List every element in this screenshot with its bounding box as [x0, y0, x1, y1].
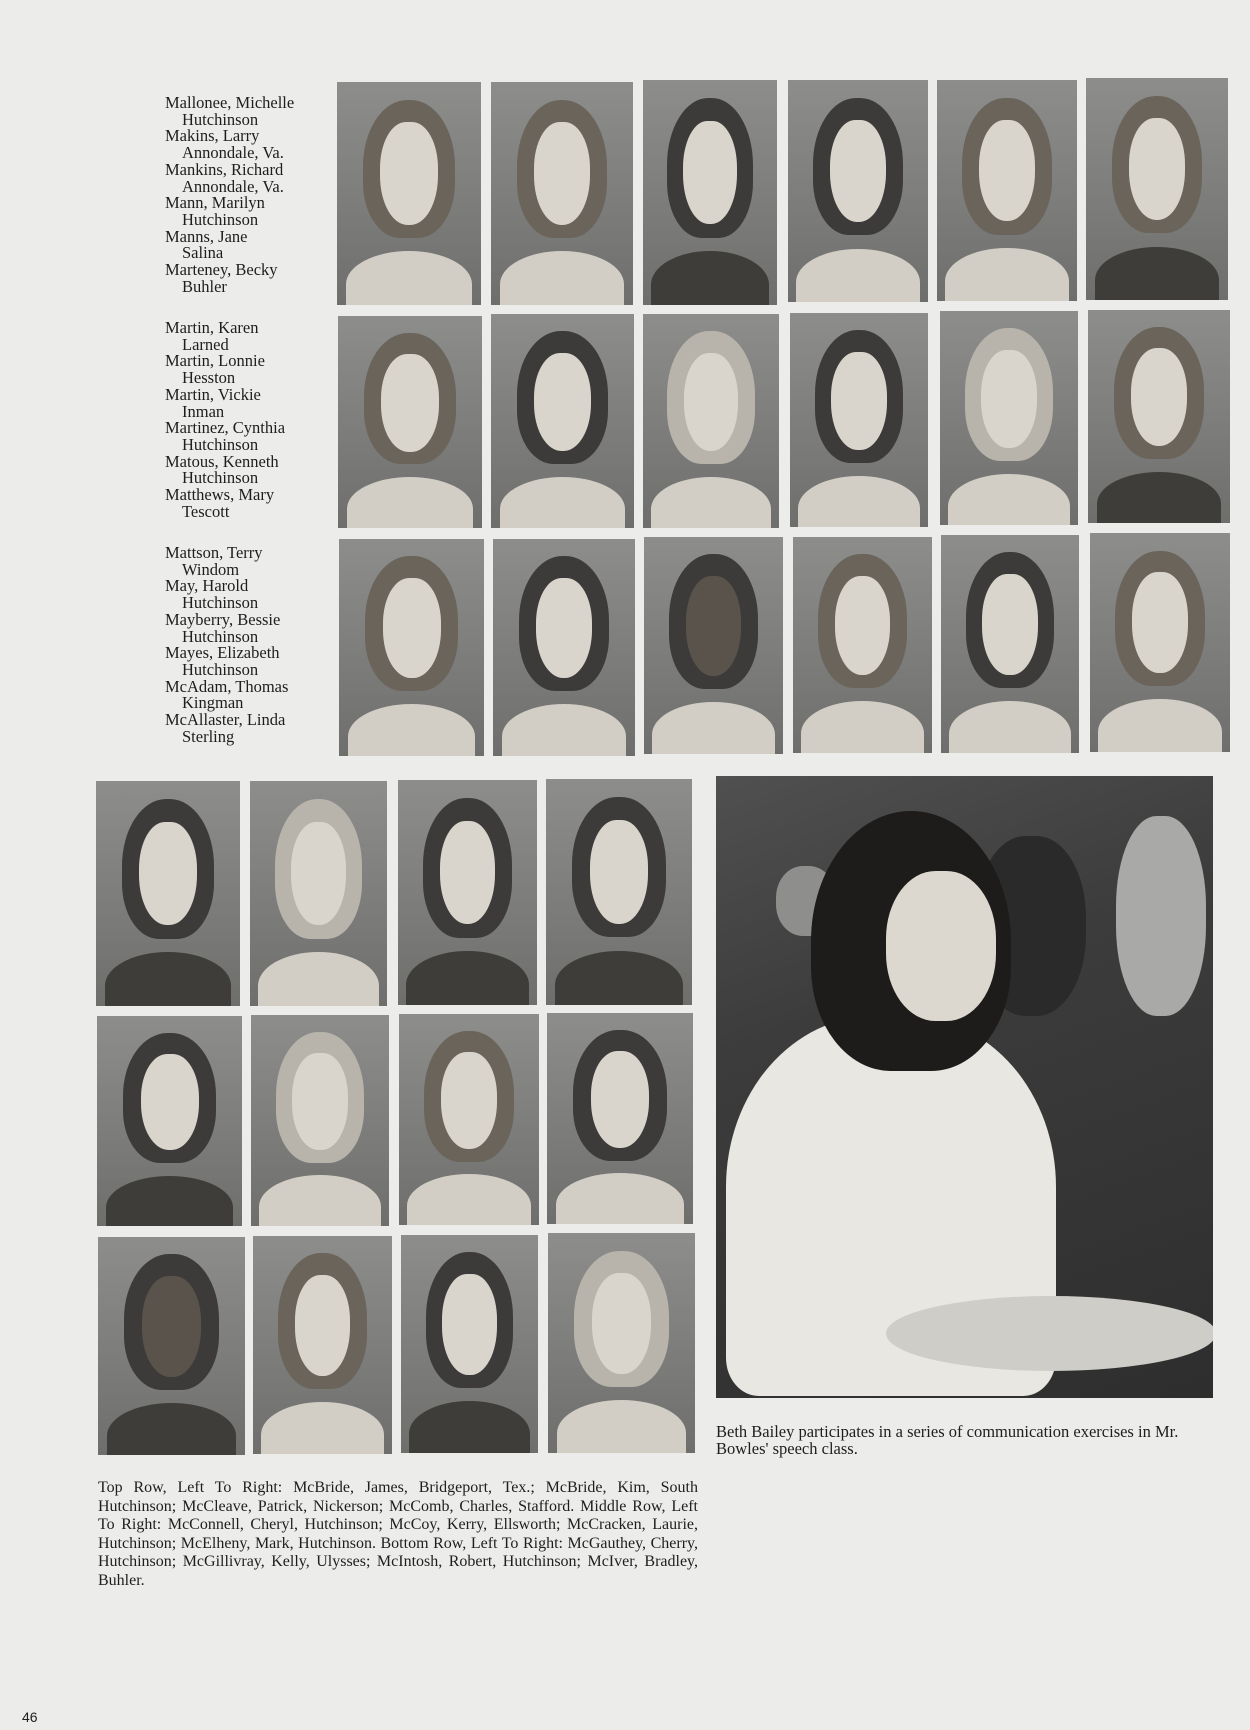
- student-town: Hutchinson: [182, 593, 259, 613]
- portrait-photo: [547, 1013, 693, 1224]
- student-name: Mankins, Richard: [165, 159, 284, 179]
- portrait-photo: [338, 316, 482, 528]
- student-name: Mattson, Terry: [165, 543, 263, 562]
- student-name: Matthews, Mary: [165, 485, 275, 505]
- portrait-photo: [644, 537, 783, 754]
- portrait-photo: [793, 537, 932, 753]
- portrait-photo: [941, 535, 1079, 753]
- student-name: Makins, Larry: [165, 126, 260, 146]
- portrait-photo: [643, 80, 777, 305]
- student-name: Manns, Jane: [165, 226, 248, 246]
- background-student: [1116, 816, 1206, 1016]
- portrait-photo: [337, 82, 481, 305]
- portrait-photo: [493, 539, 635, 756]
- photo-caption: Beth Bailey participates in a series of communication exercises in Mr. Bowles' speech class.: [716, 1422, 1179, 1458]
- student-town: Hesston: [182, 368, 236, 388]
- name-list-row-3: [165, 545, 335, 745]
- student-town: Sterling: [182, 726, 235, 746]
- student-name: Martin, Lonnie: [165, 351, 265, 371]
- student-town: Buhler: [182, 276, 227, 296]
- portrait-photo: [546, 779, 692, 1005]
- student-name: McAdam, Thomas: [165, 676, 289, 696]
- portrait-photo: [548, 1233, 695, 1453]
- student-town: Hutchinson: [182, 468, 259, 488]
- student-name: Matous, Kenneth: [165, 451, 279, 471]
- portrait-row-caption: Top Row, Left To Right: McBride, James, Bridgeport, Tex.; McBride, Kim, South Hutchinson; McCleave, Patrick, Nickerson; McComb, Charles, Stafford. Middle Row, Left To Right: McConnell, Cheryl, Hutchinson; McCoy, Kerry, Ellsworth; McCracken, Laurie, Hutchinson; McElheny, Mark, Hutchinson. Bottom Row, Left To Right: McGauthey, Cherry, Hutchinson; McGillivray, Kelly, Ulysses; McIntosh, Robert, Hutchinson; McIver, Bradley, Buhler.: [98, 1479, 698, 1589]
- portrait-photo: [339, 539, 484, 756]
- student-town: Tescott: [182, 501, 230, 521]
- portrait-photo: [790, 313, 928, 527]
- portrait-photo: [401, 1235, 538, 1453]
- student-town: Hutchinson: [182, 209, 259, 229]
- candid-speech-class-photo: [716, 776, 1213, 1398]
- portrait-photo: [97, 1016, 242, 1226]
- portrait-photo: [253, 1236, 392, 1454]
- name-list-row-1: [165, 95, 335, 295]
- portrait-photo: [398, 780, 537, 1005]
- student-name: Marteney, Becky: [165, 260, 278, 280]
- portrait-photo: [251, 1015, 389, 1226]
- student-name: Mayes, Elizabeth: [165, 643, 280, 663]
- student-town: Annondale, Va.: [182, 143, 284, 163]
- student-town: Larned: [182, 334, 229, 354]
- desk: [886, 1296, 1213, 1371]
- portrait-photo: [1090, 533, 1230, 752]
- student-town: Kingman: [182, 693, 244, 713]
- portrait-photo: [399, 1014, 539, 1225]
- portrait-photo: [98, 1237, 245, 1455]
- student-town: Hutchinson: [182, 626, 259, 646]
- student-name: McAllaster, Linda: [165, 710, 286, 730]
- portrait-photo: [937, 80, 1077, 301]
- portrait-photo: [643, 314, 779, 528]
- portrait-photo: [491, 82, 633, 305]
- student-name: Martinez, Cynthia: [165, 418, 286, 438]
- student-name: May, Harold: [165, 576, 249, 596]
- student-town: Annondale, Va.: [182, 176, 284, 196]
- student-town: Windom: [182, 559, 240, 579]
- portrait-photo: [491, 314, 634, 528]
- portrait-photo: [1088, 310, 1230, 523]
- student-name: Mallonee, Michelle: [165, 93, 295, 112]
- portrait-photo: [1086, 78, 1228, 300]
- student-town: Salina: [182, 243, 224, 263]
- student-town: Hutchinson: [182, 434, 259, 454]
- portrait-photo: [250, 781, 387, 1006]
- student-name: Mayberry, Bessie: [165, 609, 281, 629]
- student-town: Inman: [182, 401, 225, 421]
- page-number: 46: [22, 1709, 38, 1725]
- student-name: Mann, Marilyn: [165, 193, 265, 213]
- name-list-row-2: [165, 320, 335, 520]
- portrait-photo: [940, 311, 1078, 525]
- student-town: Hutchinson: [182, 109, 259, 129]
- student-name: Martin, Vickie: [165, 384, 261, 404]
- student-name: Martin, Karen: [165, 318, 259, 337]
- student-face: [886, 871, 996, 1021]
- portrait-photo: [788, 80, 928, 302]
- portrait-photo: [96, 781, 240, 1006]
- student-town: Hutchinson: [182, 659, 259, 679]
